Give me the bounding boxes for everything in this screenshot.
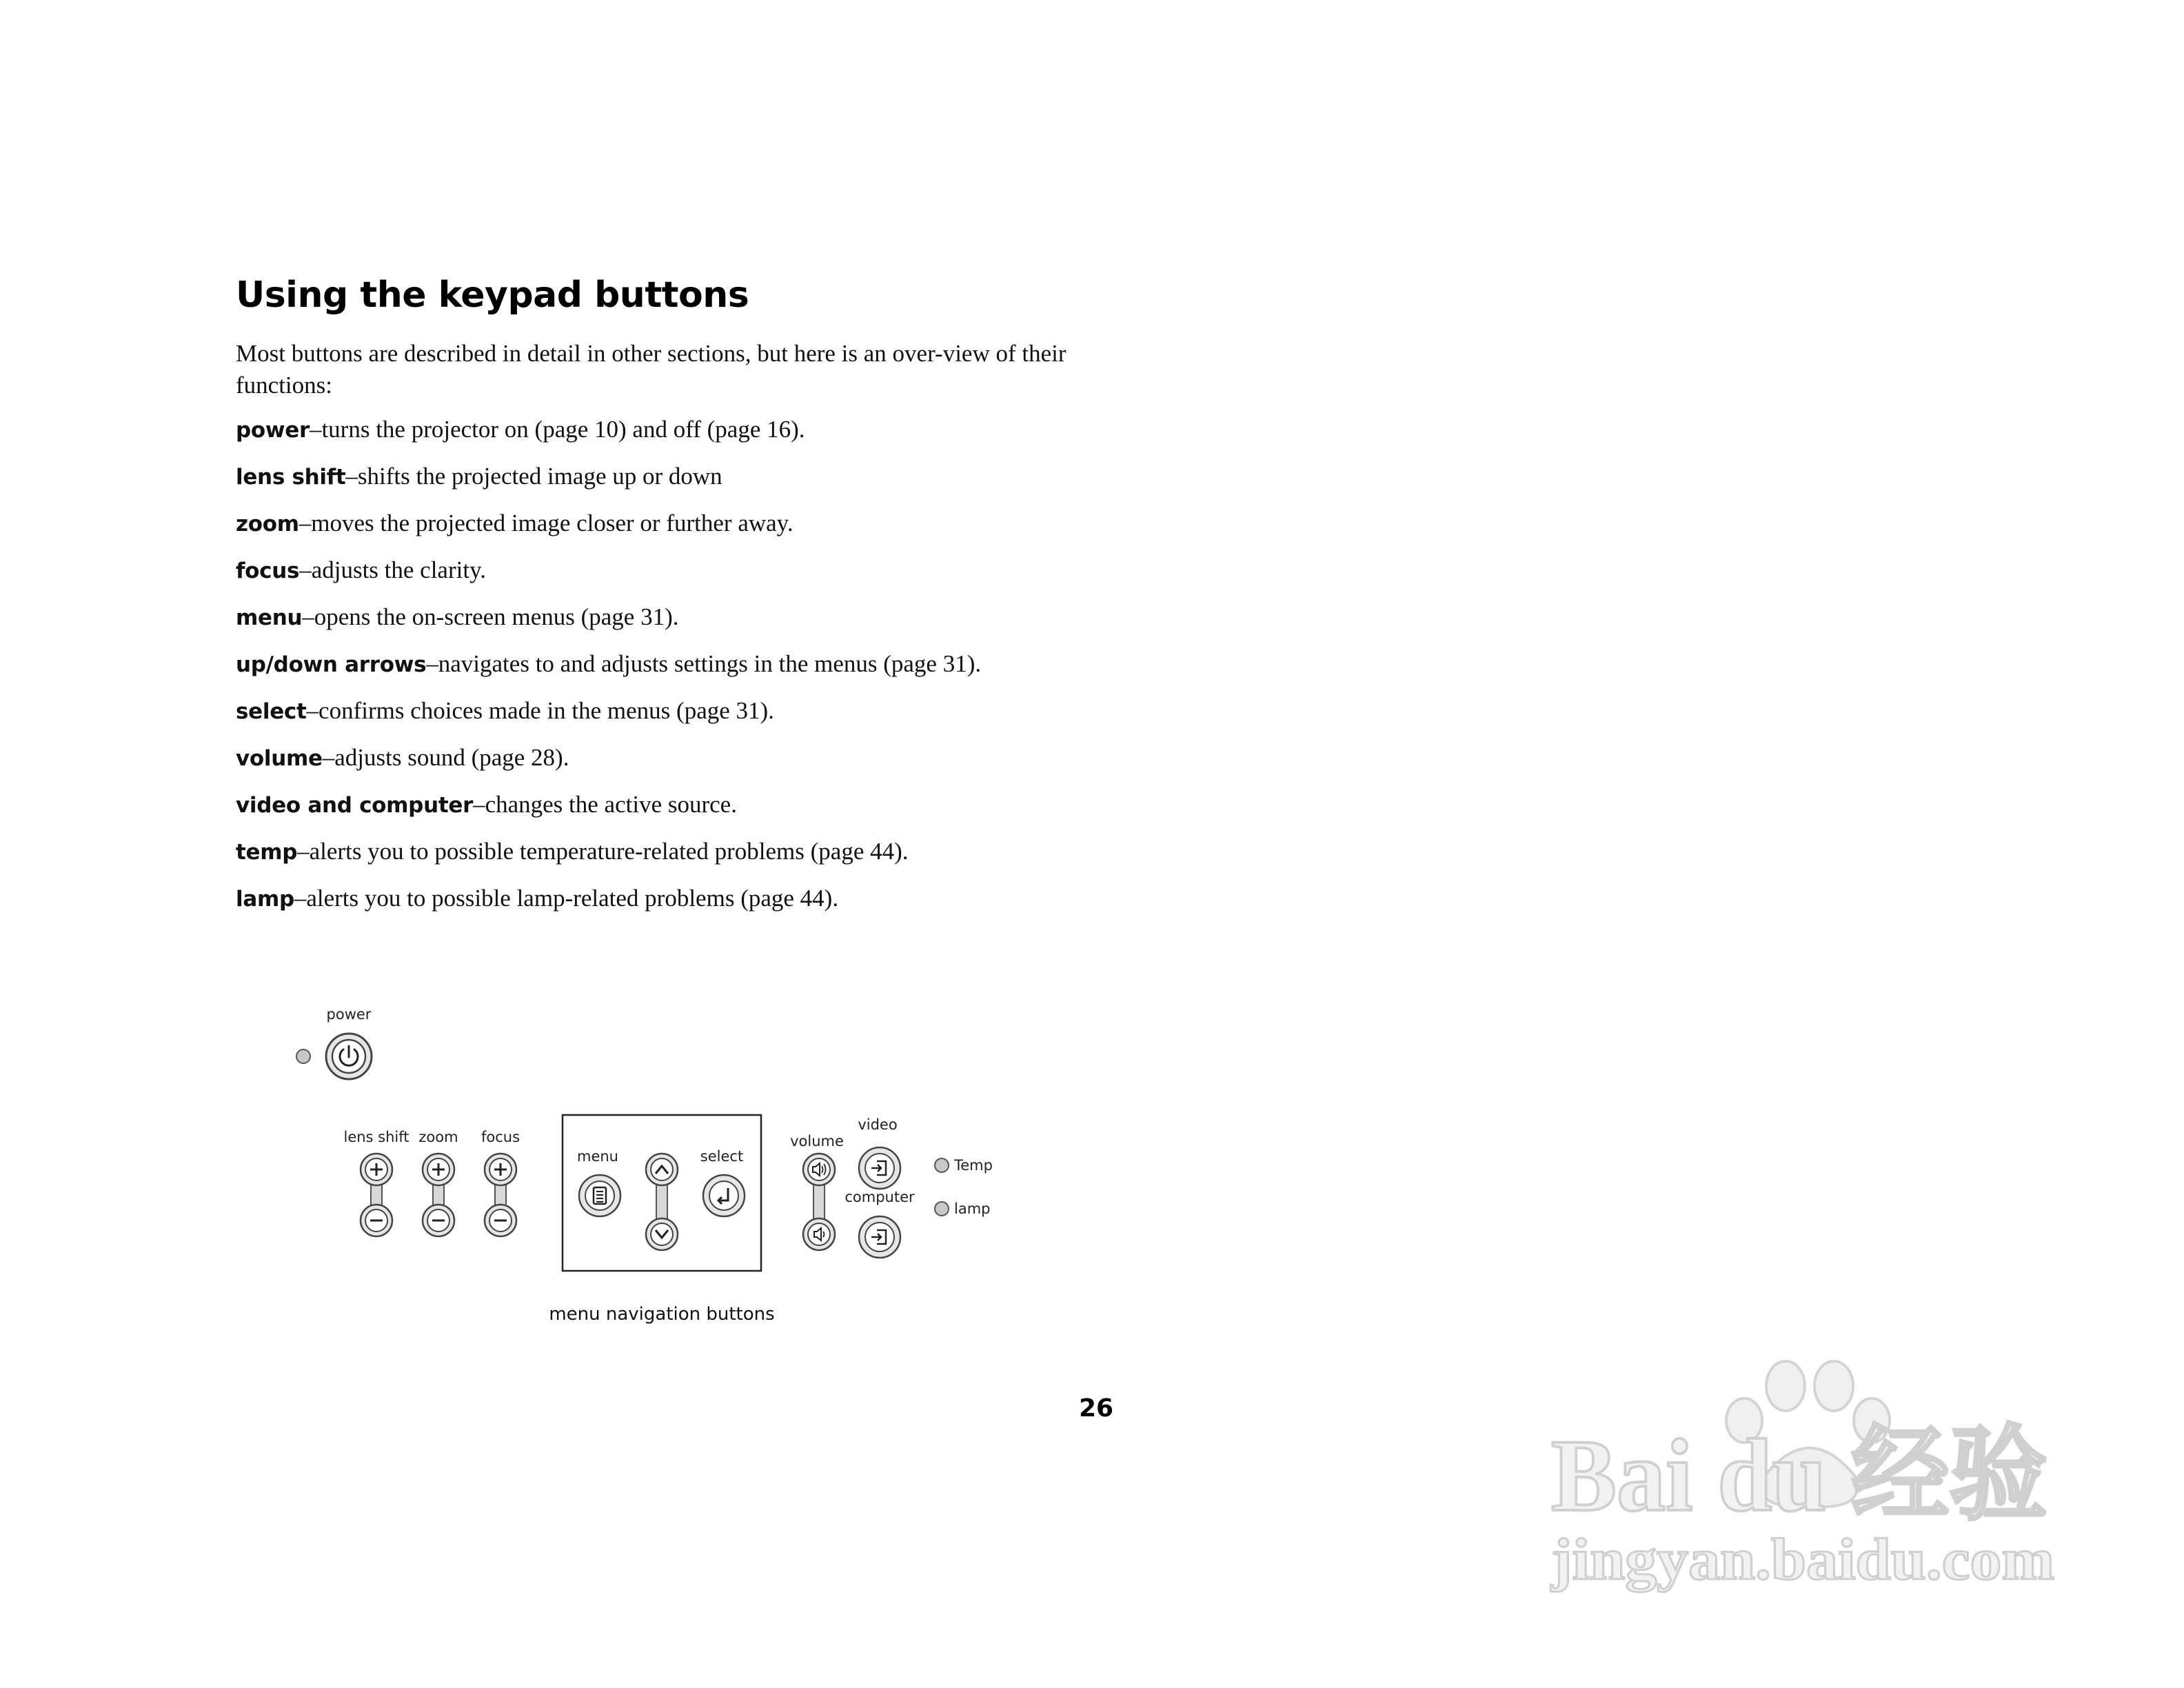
item-term: focus bbox=[236, 559, 300, 583]
video-label: video bbox=[858, 1116, 898, 1133]
button-description-list bbox=[236, 414, 1132, 930]
item-desc: –navigates to and adjusts settings in the menus (page 31). bbox=[426, 650, 982, 677]
item-power bbox=[236, 414, 1132, 461]
intro-paragraph: Most buttons are described in detail in other sections, but here is an over-view of their functions: bbox=[236, 340, 1066, 399]
item-desc: –opens the on-screen menus (page 31). bbox=[302, 603, 679, 630]
item-desc: –shifts the projected image up or down bbox=[345, 463, 722, 490]
item-up-down-arrows bbox=[236, 648, 1132, 695]
watermark-url: jingyan.baidu.com bbox=[1550, 1526, 2054, 1592]
volume-up-button[interactable] bbox=[803, 1154, 835, 1185]
computer-label: computer bbox=[845, 1189, 915, 1205]
item-desc: –moves the projected image closer or further away. bbox=[299, 510, 793, 536]
item-term: video and computer bbox=[236, 793, 474, 818]
item-desc: –changes the active source. bbox=[473, 791, 737, 818]
menu-label: menu bbox=[577, 1148, 618, 1165]
temp-indicator-led bbox=[935, 1158, 949, 1172]
item-menu bbox=[236, 601, 1132, 648]
lamp-indicator-led bbox=[935, 1202, 949, 1216]
zoom-rocker bbox=[423, 1154, 454, 1236]
menu-navigation-caption: menu navigation buttons bbox=[549, 1304, 775, 1325]
item-select bbox=[236, 695, 1132, 742]
lens-shift-minus-button[interactable] bbox=[361, 1205, 392, 1236]
item-term: lamp bbox=[236, 887, 294, 912]
item-desc: –alerts you to possible temperature-related problems (page 44). bbox=[297, 838, 909, 865]
item-term: zoom bbox=[236, 512, 299, 536]
lens-shift-plus-button[interactable] bbox=[361, 1154, 392, 1185]
item-desc: –adjusts the clarity. bbox=[299, 556, 487, 583]
zoom-label: zoom bbox=[418, 1129, 458, 1145]
down-arrow-button[interactable] bbox=[646, 1218, 678, 1250]
computer-button[interactable] bbox=[859, 1216, 900, 1258]
item-term: power bbox=[236, 418, 310, 443]
video-button[interactable] bbox=[859, 1147, 900, 1189]
item-term: menu bbox=[236, 605, 303, 630]
lens-shift-label: lens shift bbox=[343, 1129, 410, 1145]
page-number: 26 bbox=[1078, 1394, 1114, 1423]
volume-down-button[interactable] bbox=[803, 1218, 835, 1250]
focus-minus-button[interactable] bbox=[485, 1205, 516, 1236]
power-label: power bbox=[326, 1006, 372, 1023]
item-temp bbox=[236, 836, 1132, 883]
item-focus bbox=[236, 554, 1132, 601]
item-term: select bbox=[236, 699, 307, 724]
keypad-diagram bbox=[276, 993, 1034, 1352]
lamp-label: lamp bbox=[954, 1200, 991, 1217]
item-volume bbox=[236, 742, 1132, 789]
baidu-watermark bbox=[1537, 1345, 2075, 1620]
watermark-brand: Bai du 经验 bbox=[1551, 1418, 2048, 1533]
item-desc: –turns the projector on (page 10) and off (page 16). bbox=[309, 416, 805, 443]
item-term: temp bbox=[236, 840, 298, 865]
temp-label: Temp bbox=[954, 1157, 993, 1174]
focus-label: focus bbox=[481, 1129, 520, 1145]
zoom-plus-button[interactable] bbox=[423, 1154, 454, 1185]
select-button[interactable] bbox=[703, 1175, 745, 1216]
item-term: lens shift bbox=[236, 465, 346, 490]
focus-plus-button[interactable] bbox=[485, 1154, 516, 1185]
item-desc: –adjusts sound (page 28). bbox=[322, 744, 569, 771]
up-arrow-button[interactable] bbox=[646, 1154, 678, 1185]
item-term: volume bbox=[236, 746, 323, 771]
volume-label: volume bbox=[790, 1133, 844, 1149]
item-lens-shift bbox=[236, 461, 1132, 508]
item-video-computer bbox=[236, 789, 1132, 836]
power-button[interactable] bbox=[326, 1034, 372, 1079]
item-desc: –confirms choices made in the menus (page 31). bbox=[306, 697, 774, 724]
item-desc: –alerts you to possible lamp-related problems (page 44). bbox=[294, 885, 839, 912]
select-label: select bbox=[700, 1148, 744, 1165]
menu-button[interactable] bbox=[579, 1175, 620, 1216]
item-term: up/down arrows bbox=[236, 652, 427, 677]
focus-rocker bbox=[485, 1154, 516, 1236]
item-lamp bbox=[236, 883, 1132, 930]
power-indicator-led bbox=[296, 1049, 310, 1063]
zoom-minus-button[interactable] bbox=[423, 1205, 454, 1236]
item-zoom bbox=[236, 508, 1132, 554]
lens-shift-rocker bbox=[361, 1154, 392, 1236]
page-heading: Using the keypad buttons bbox=[236, 274, 749, 316]
